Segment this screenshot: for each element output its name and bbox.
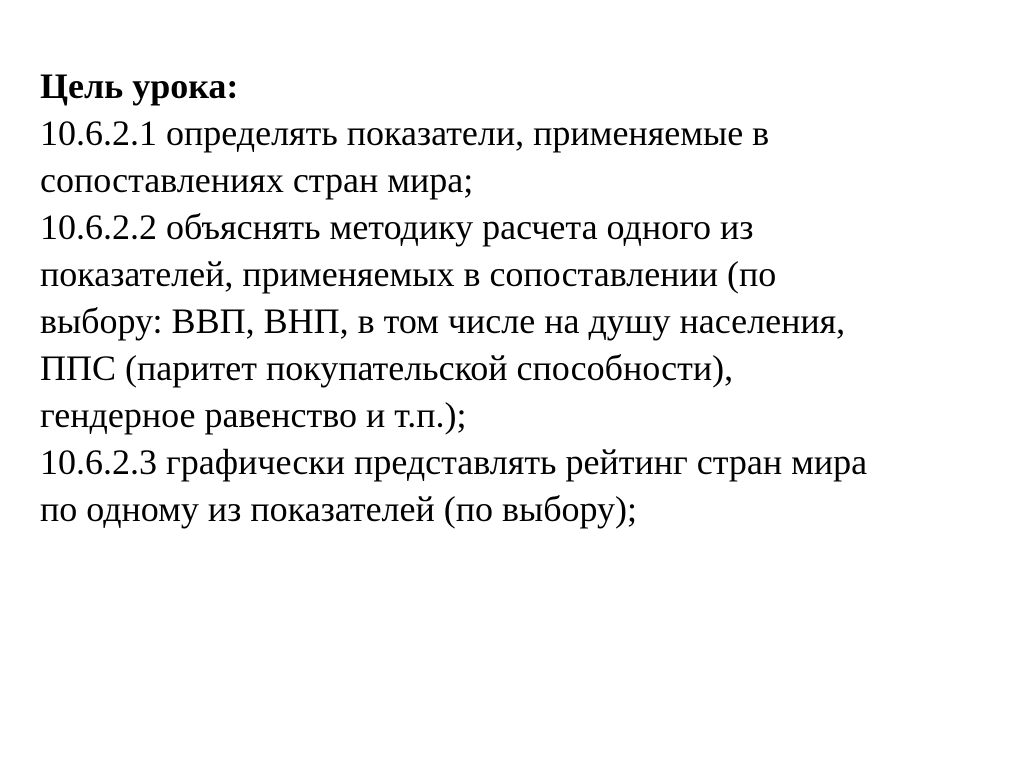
- objective-line: выбору: ВВП, ВНП, в том числе на душу населения,: [40, 301, 846, 341]
- objective-line: по одному из показателей (по выбору);: [40, 489, 638, 529]
- objective-line: 10.6.2.3 графически представлять рейтинг стран мира: [40, 442, 868, 482]
- lesson-objectives: [40, 63, 1000, 533]
- objective-line: гендерное равенство и т.п.);: [40, 395, 467, 435]
- objective-line: показателей, применяемых в сопоставлении (по: [40, 254, 777, 294]
- objective-line: 10.6.2.1 определять показатели, применяемые в: [40, 113, 770, 153]
- lesson-goal-title: Цель урока:: [40, 66, 239, 106]
- objective-line: ППС (паритет покупательской способности),: [40, 348, 734, 388]
- objective-line: 10.6.2.2 объяснять методику расчета одного из: [40, 207, 754, 247]
- objective-line: сопоставлениях стран мира;: [40, 160, 474, 200]
